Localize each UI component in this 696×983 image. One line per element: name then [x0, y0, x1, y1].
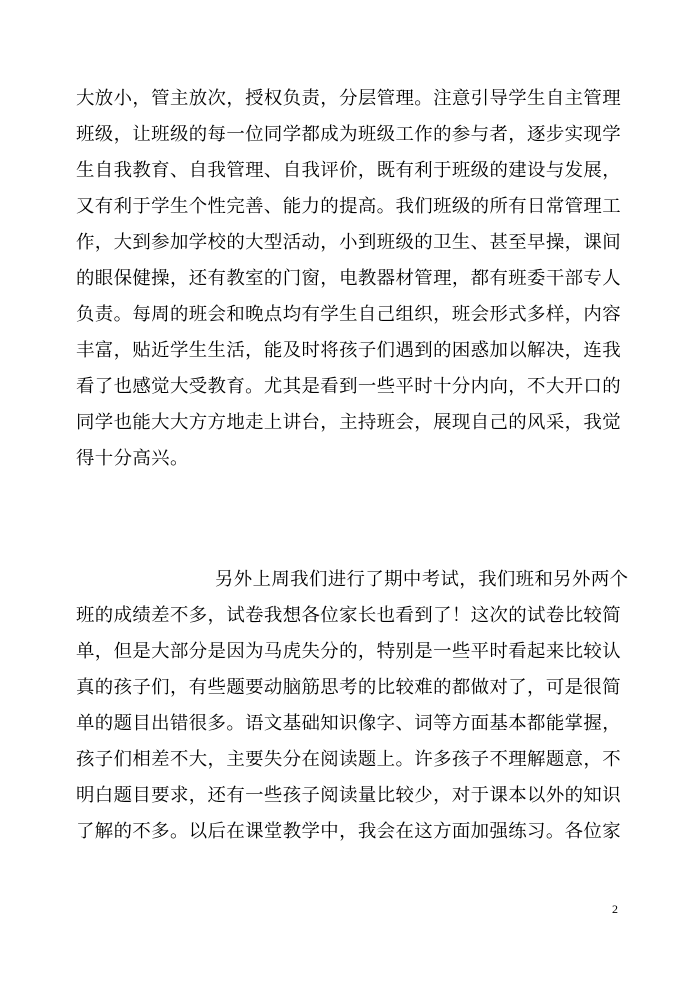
text-line: 负责。每周的班会和晚点均有学生自己组织，班会形式多样，内容	[76, 304, 621, 325]
text-line: 又有利于学生个性完善、能力的提高。我们班级的所有日常管理工	[76, 196, 621, 217]
text-line: 真的孩子们，有些题要动脑筋思考的比较难的都做对了，可是很简	[76, 677, 621, 698]
text-line: 看了也感觉大受教育。尤其是看到一些平时十分内向，不大开口的	[76, 376, 621, 397]
text-line: 同学也能大大方方地走上讲台，主持班会，展现自己的风采，我觉	[76, 412, 621, 433]
text-line: 作，大到参加学校的大型活动，小到班级的卫生、甚至早操，课间	[76, 232, 621, 253]
text-line: 单，但是大部分是因为马虎失分的，特别是一些平时看起来比较认	[76, 641, 621, 662]
text-line: 班级，让班级的每一位同学都成为班级工作的参与者，逐步实现学	[76, 124, 621, 145]
text-line: 另外上周我们进行了期中考试，我们班和另外两个	[215, 569, 629, 590]
text-line: 孩子们相差不大，主要失分在阅读题上。许多孩子不理解题意，不	[76, 749, 621, 770]
text-line: 丰富，贴近学生生活，能及时将孩子们遇到的困惑加以解决，连我	[76, 340, 621, 361]
text-line: 明白题目要求，还有一些孩子阅读量比较少，对于课本以外的知识	[76, 785, 621, 806]
page-number: 2	[612, 902, 618, 916]
text-line: 生自我教育、自我管理、自我评价，既有利于班级的建设与发展，	[76, 160, 621, 181]
text-line: 单的题目出错很多。语文基础知识像字、词等方面基本都能掌握，	[76, 713, 621, 734]
text-line: 班的成绩差不多，试卷我想各位家长也看到了！这次的试卷比较简	[76, 605, 621, 626]
text-line: 大放小，管主放次，授权负责，分层管理。注意引导学生自主管理	[76, 88, 621, 109]
text-line: 得十分高兴。	[76, 448, 189, 469]
text-line: 了解的不多。以后在课堂教学中，我会在这方面加强练习。各位家	[76, 821, 621, 842]
text-line: 的眼保健操，还有教室的门窗，电教器材管理，都有班委干部专人	[76, 268, 621, 289]
